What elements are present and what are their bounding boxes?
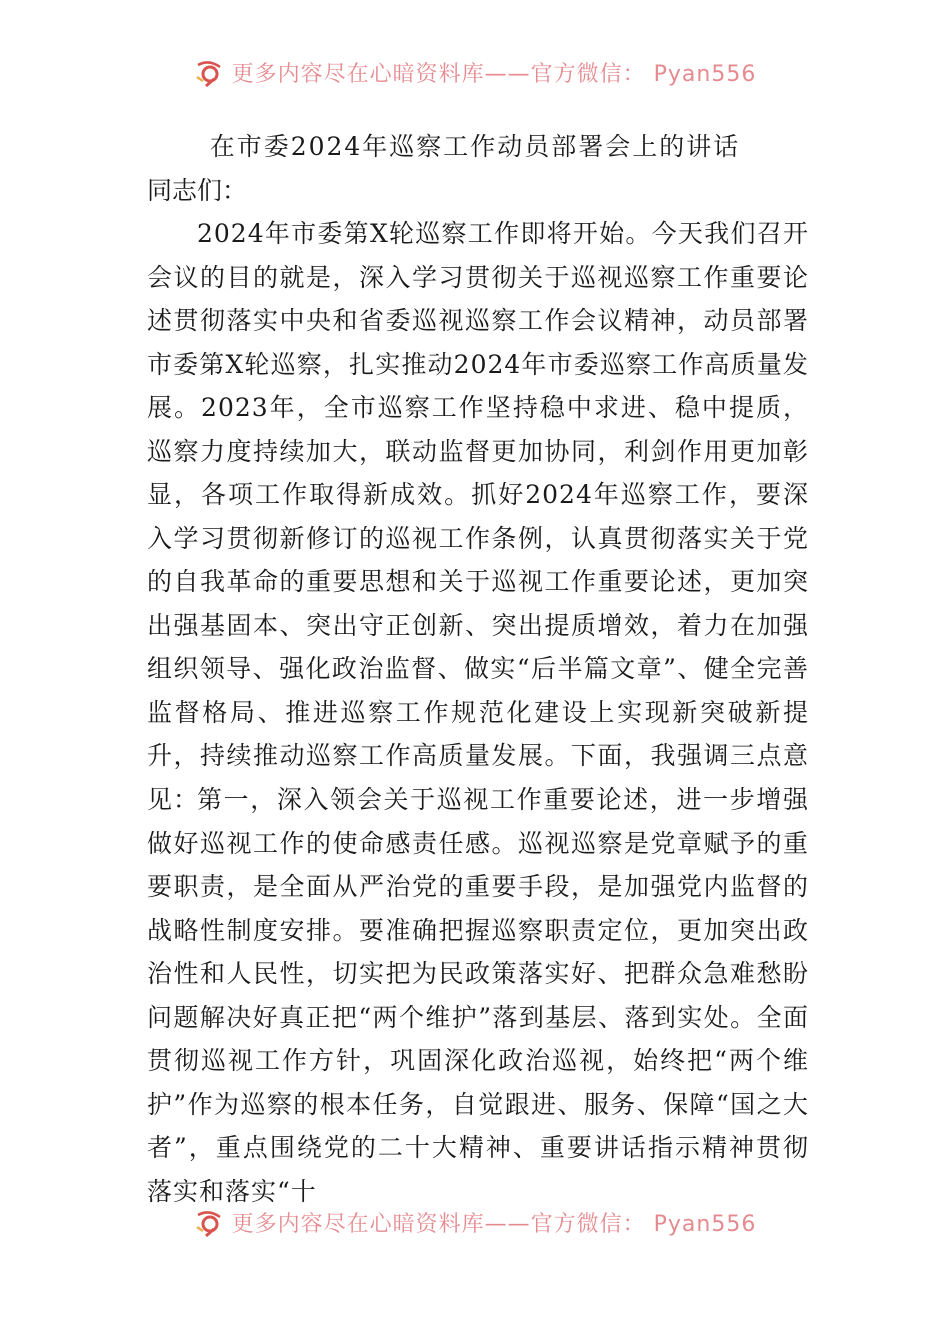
paragraph: 2024年市委第X轮巡察工作即将开始。今天我们召开会议的目的就是，深入学习贯彻关于巡视巡察工作重要论述贯彻落实中央和省委巡视巡察工作会议精神，动员部署市委第X轮巡察，扎实推动2024年市委巡察工作高质量发展。2023年，全市巡察工作坚持稳中求进、稳中提质，巡察力度持续加大，联动监督更加协同，利剑作用更加彰显，各项工作取得新成效。抓好2024年巡察工作，要深入学习贯彻新修订的巡视工作条例，认真贯彻落实关于党的自我革命的重要思想和关于巡视工作重要论述，更加突出强基固本、突出守正创新、突出提质增效，着力在加强组织领导、强化政治监督、做实“后半篇文章”、健全完善监督格局、推进巡察工作规范化建设上实现新突破新提升，持续推动巡察工作高质量发展。下面，我强调三点意见： (147, 219, 809, 814)
watermark-logo-icon (194, 57, 224, 87)
document-title: 在市委2024年巡察工作动员部署会上的讲话 (209, 132, 741, 161)
watermark-text: 更多内容尽在心暗资料库——官方微信： Pyan556 (231, 61, 757, 87)
watermark-footer (0, 1202, 950, 1242)
paragraph: 第一，深入领会关于巡视工作重要论述，进一步增强做好巡视工作的使命感责任感。巡视巡察是党章赋予的重要职责，是全面从严治党的重要手段，是加强党内监督的战略性制度安排。要准确把握巡察职责定位，更加突出政治性和人民性，切实把为民政策落实好、把群众急难愁盼问题解决好真正把“两个维护”落到基层、落到实处。全面贯彻巡视工作方针，巩固深化政治巡视，始终把“两个维护”作为巡察的根本任务，自觉跟进、服务、保障“国之大者”，重点围绕党的二十大精神、重要讲话指示精神贯彻落实和落实“十 (147, 785, 809, 1206)
watermark-header (0, 52, 950, 92)
watermark-text: 更多内容尽在心暗资料库——官方微信： Pyan556 (231, 1211, 757, 1237)
watermark-logo-icon (194, 1207, 224, 1237)
salutation: 同志们： (147, 176, 248, 205)
